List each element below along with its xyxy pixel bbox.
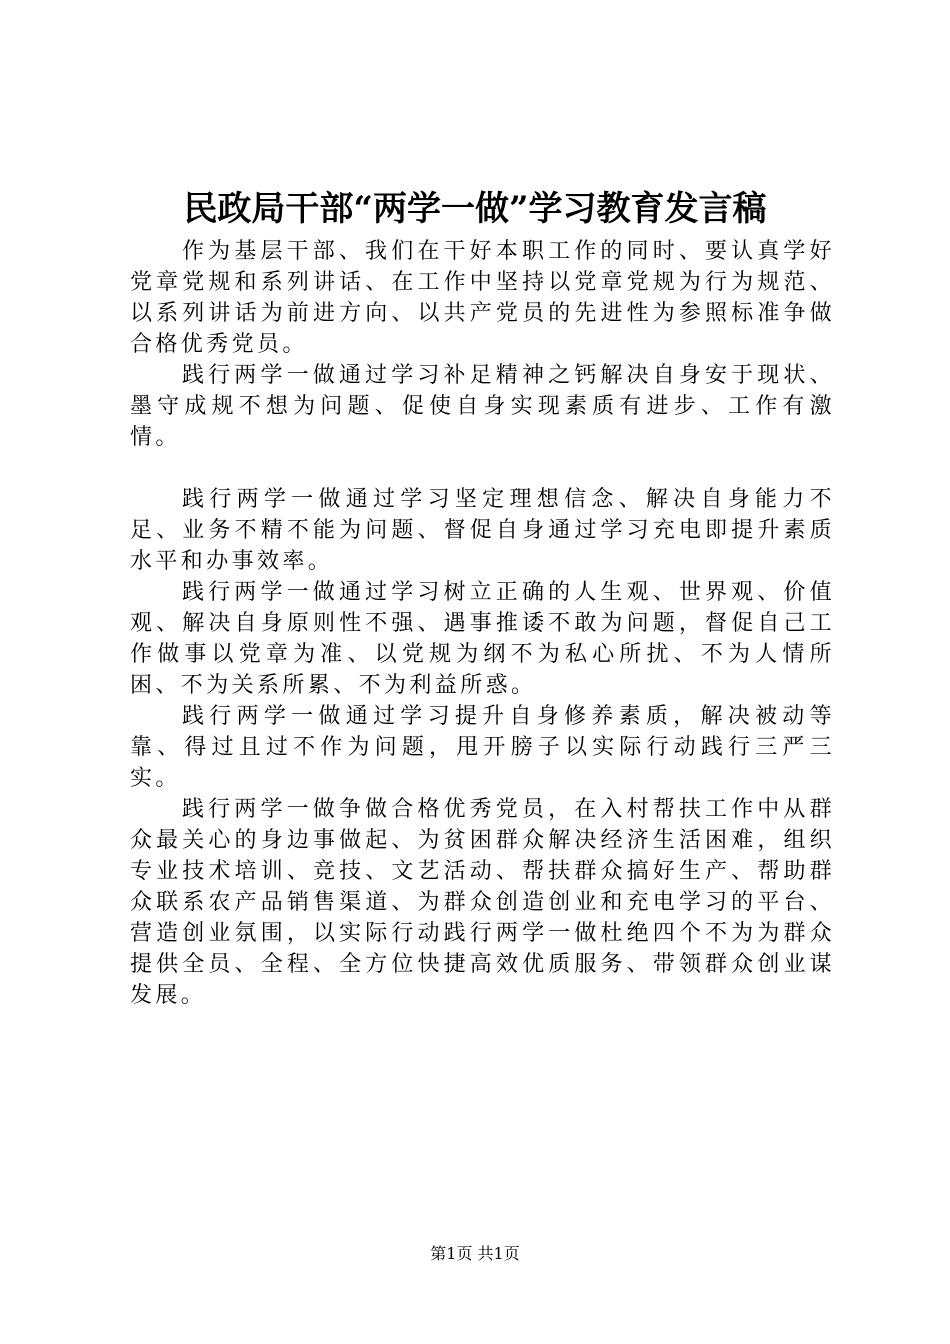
paragraph-4: 践行两学一做通过学习树立正确的人生观、世界观、价值观、解决自身原则性不强、遇事推诿不敢为问题，督促自己工作做事以党章为准、以党规为纲不为私心所扰、不为人情所困、不为关系所累、不为利益所惑。 [130, 580, 835, 698]
paragraph-1: 作为基层干部、我们在干好本职工作的同时、要认真学好党章党规和系列讲话、在工作中坚持以党章党规为行为规范、以系列讲话为前进方向、以共产党员的先进性为参照标准争做合格优秀党员。 [130, 239, 835, 357]
paragraph-3: 践行两学一做通过学习坚定理想信念、解决自身能力不足、业务不精不能为问题、督促自身通过学习充电即提升素质水平和办事效率。 [130, 487, 835, 574]
paragraph-2: 践行两学一做通过学习补足精神之钙解决自身安于现状、墨守成规不想为问题、促使自身实现素质有进步、工作有激情。 [130, 363, 835, 450]
document-title: 民政局干部“两学一做”学习教育发言稿 [183, 189, 767, 229]
blank-line [130, 453, 835, 484]
paragraph-6: 践行两学一做争做合格优秀党员，在入村帮扶工作中从群众最关心的身边事做起、为贫困群众解决经济生活困难，组织专业技术培训、竞技、文艺活动、帮扶群众搞好生产、帮助群众联系农产品销售渠道、为群众创造创业和充电学习的平台、营造创业氛围，以实际行动践行两学一做杜绝四个不为为群众提供全员、全程、全方位快捷高效优质服务、带领群众创业谋发展。 [130, 797, 835, 1008]
page-footer: 第1页 共1页 [430, 1244, 520, 1263]
document-body [130, 236, 835, 1011]
paragraph-5: 践行两学一做通过学习提升自身修养素质，解决被动等靠、得过且过不作为问题，甩开膀子以实际行动践行三严三实。 [130, 704, 835, 791]
